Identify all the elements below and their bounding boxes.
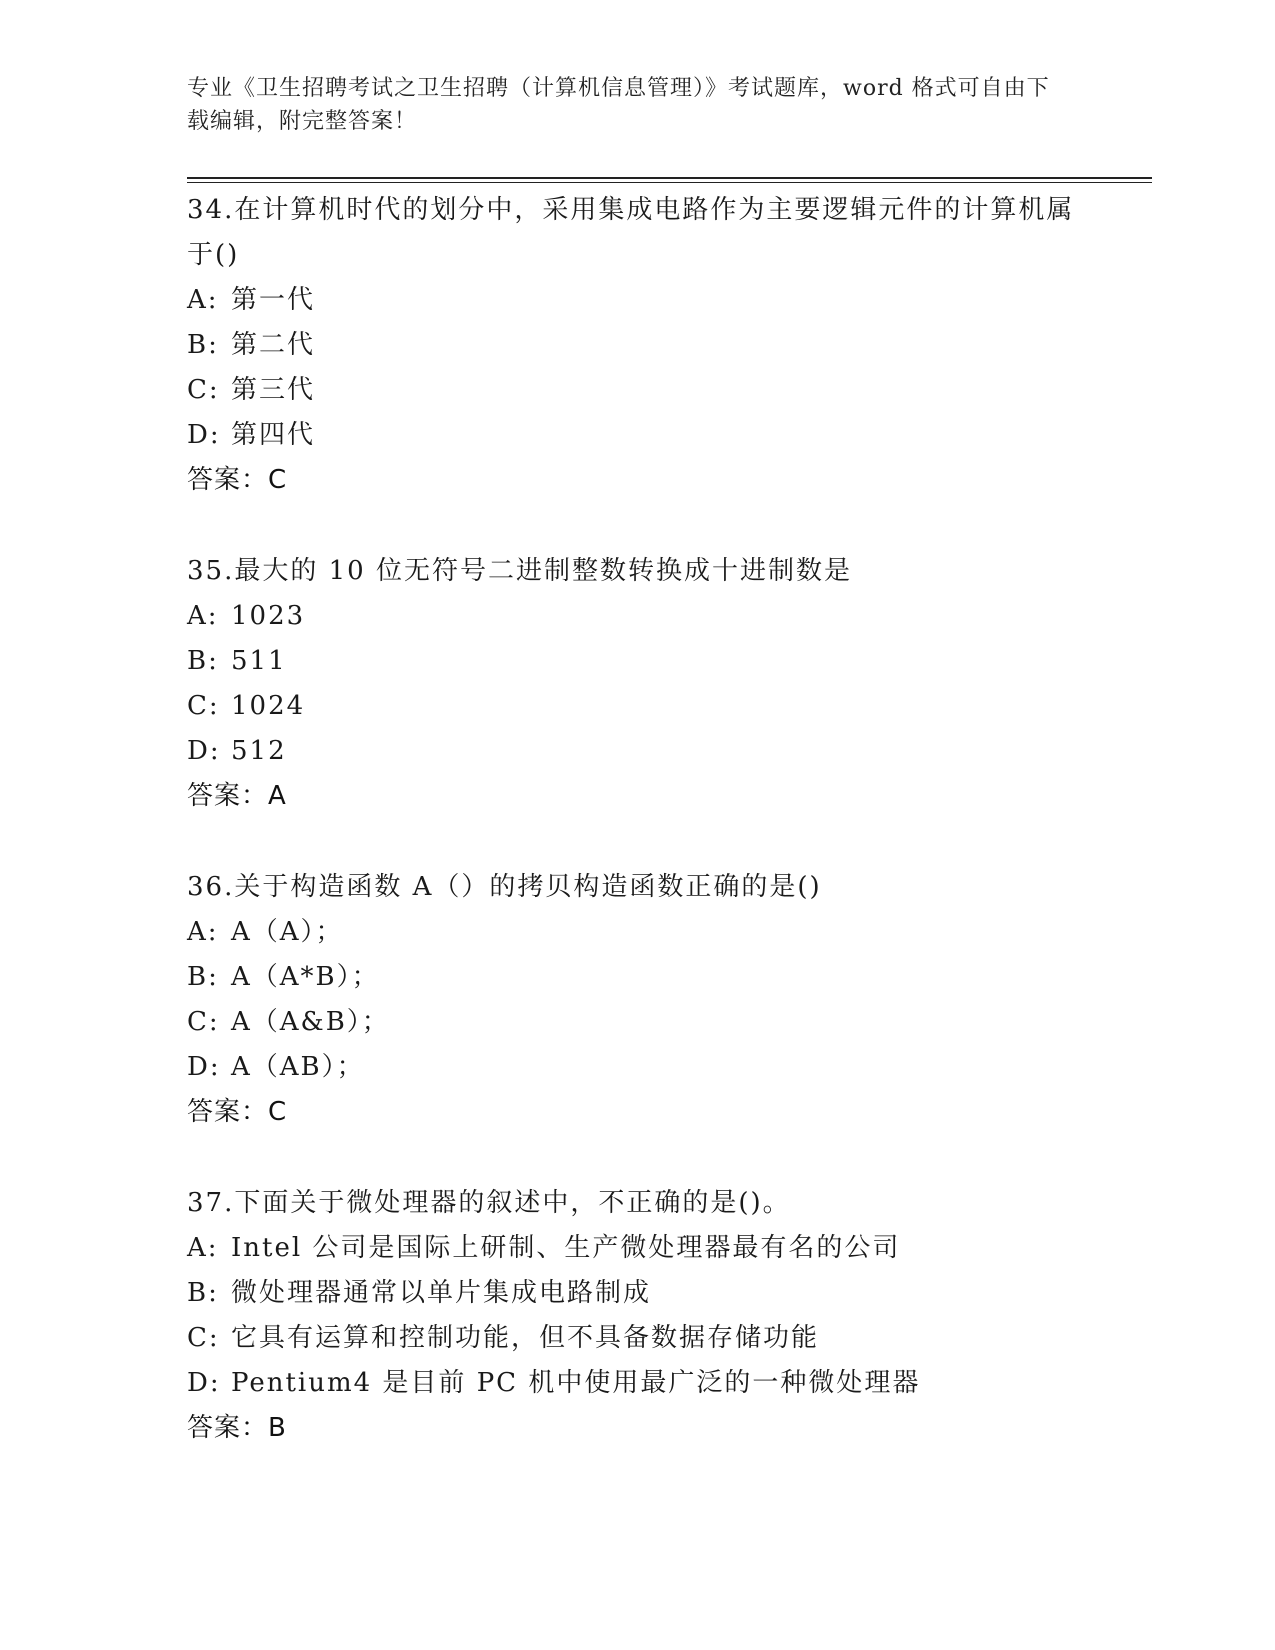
option-letter: D: [187, 1052, 221, 1082]
option-text: 第二代 [231, 330, 316, 360]
option-text: A（A）； [231, 917, 344, 947]
option-a [187, 910, 1147, 955]
question-37 [187, 1181, 1147, 1451]
option-b [187, 955, 1147, 1000]
option-b [187, 1271, 1147, 1316]
option-letter: A: [187, 601, 219, 631]
answer-line: 答案：C [187, 1097, 288, 1127]
option-letter: B: [187, 330, 219, 360]
option-b [187, 323, 1147, 368]
question-stem: 37.下面关于微处理器的叙述中，不正确的是()。 [187, 1188, 791, 1218]
question-35 [187, 549, 1147, 819]
option-text: 第三代 [231, 375, 316, 405]
option-letter: D: [187, 420, 221, 450]
option-text: 1023 [231, 601, 306, 631]
question-stem: 35.最大的 10 位无符号二进制整数转换成十进制数是 [187, 556, 852, 586]
option-text: 511 [231, 646, 287, 676]
option-text: A（AB）； [231, 1052, 365, 1082]
header-divider-thin [187, 182, 1152, 183]
option-text: A（A&B）； [231, 1007, 390, 1037]
option-text: 它具有运算和控制功能，但不具备数据存储功能 [231, 1323, 820, 1353]
document-header: 专业《卫生招聘考试之卫生招聘（计算机信息管理）》考试题库，word 格式可自由下载编辑，附完整答案！ [187, 76, 1050, 134]
option-c [187, 684, 1147, 729]
option-b [187, 639, 1147, 684]
answer-line: 答案：A [187, 781, 287, 811]
option-letter: C: [187, 375, 220, 405]
option-c [187, 1316, 1147, 1361]
option-c [187, 368, 1147, 413]
question-stem: 36.关于构造函数 A（）的拷贝构造函数正确的是() [187, 872, 822, 902]
question-list [187, 188, 1147, 1497]
option-text: 第四代 [231, 420, 316, 450]
option-text: A（A*B）； [231, 962, 380, 992]
option-d [187, 729, 1147, 774]
answer-line: 答案：C [187, 465, 288, 495]
option-a [187, 1226, 1147, 1271]
option-letter: A: [187, 1233, 219, 1263]
question-34 [187, 188, 1147, 503]
option-letter: C: [187, 1007, 220, 1037]
option-text: 512 [231, 736, 287, 766]
option-letter: B: [187, 1278, 219, 1308]
question-stem: 34.在计算机时代的划分中，采用集成电路作为主要逻辑元件的计算机属于() [187, 195, 1075, 270]
option-letter: B: [187, 646, 219, 676]
option-letter: C: [187, 691, 220, 721]
option-letter: D: [187, 736, 221, 766]
option-a [187, 278, 1147, 323]
option-letter: D: [187, 1368, 221, 1398]
option-letter: C: [187, 1323, 220, 1353]
option-letter: A: [187, 285, 219, 315]
option-letter: B: [187, 962, 219, 992]
option-d [187, 1045, 1147, 1090]
option-text: Intel 公司是国际上研制、生产微处理器最有名的公司 [231, 1233, 901, 1263]
option-d [187, 413, 1147, 458]
answer-line: 答案：B [187, 1413, 287, 1443]
option-text: Pentium4 是目前 PC 机中使用最广泛的一种微处理器 [231, 1368, 921, 1398]
option-text: 1024 [231, 691, 306, 721]
question-36 [187, 865, 1147, 1135]
option-d [187, 1361, 1147, 1406]
option-text: 第一代 [231, 285, 316, 315]
option-letter: A: [187, 917, 219, 947]
header-divider-thick [187, 177, 1152, 179]
option-text: 微处理器通常以单片集成电路制成 [231, 1278, 652, 1308]
option-c [187, 1000, 1147, 1045]
option-a [187, 594, 1147, 639]
